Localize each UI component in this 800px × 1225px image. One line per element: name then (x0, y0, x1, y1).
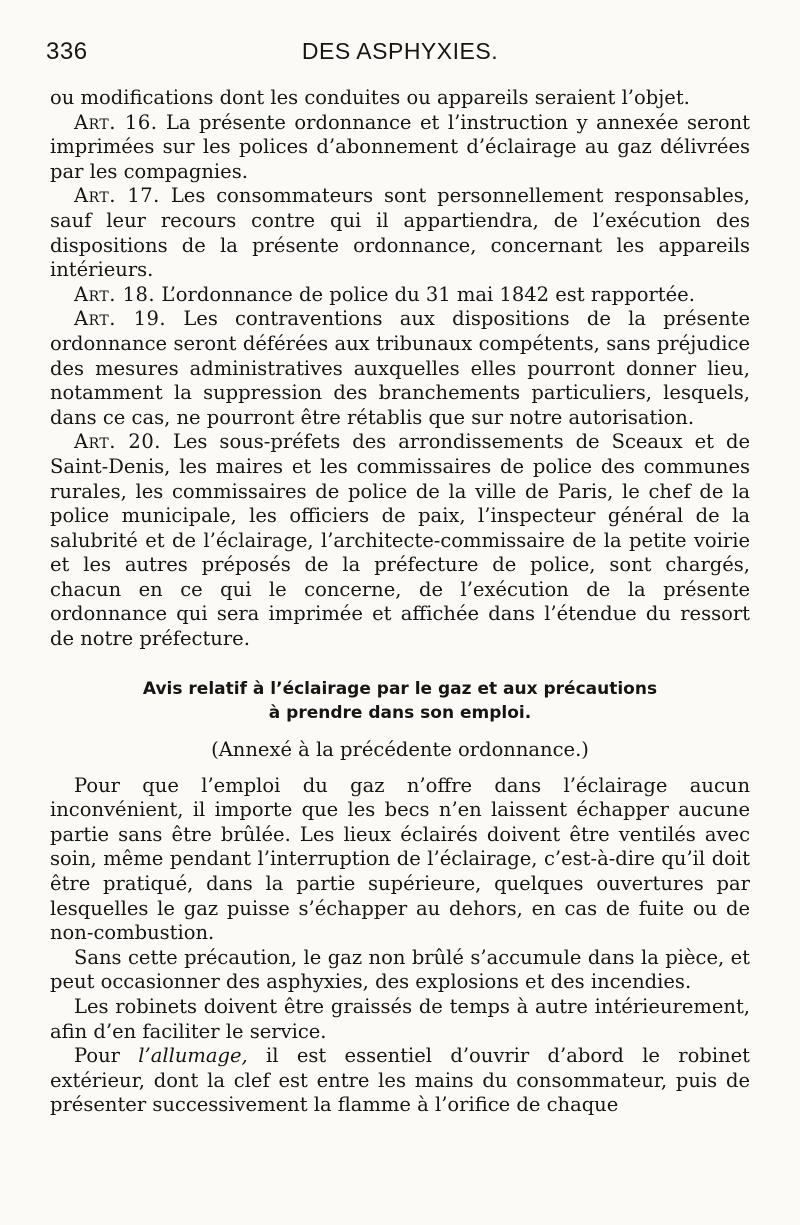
notice-title-line: à prendre dans son emploi. (268, 702, 532, 723)
article-20 (50, 430, 750, 651)
article-label: Art. 18. (74, 282, 156, 306)
article-label: Art. 19. (74, 307, 167, 331)
lead-in-paragraph: ou modifications dont les conduites ou appareils seraient l’objet. (50, 86, 690, 109)
article-17 (50, 184, 750, 282)
article-text: Les contraventions aux dispositions de la présente ordonnance seront déférées aux tribunaux compétents, sans préjudice des mesures administratives auxquelles elles pourront donner lieu, notamment la suppression des branchements particuliers, lesquels, dans ce cas, ne pourront être rétablis que sur notre autorisation. (50, 307, 751, 429)
article-text: Les sous-préfets des arrondissements de Sceaux et de Saint-Denis, les maires et les commissaires de police des communes rurales, les commissaires de police de la ville de Paris, le chef de la police municipale, les officiers de paix, l’inspecteur général de la salubrité et de l’éclairage, l’architecte-commissaire de la petite voirie et les autres préposés de la préfecture de police, sont chargés, chacun en ce qui le concerne, de l’exécution de la présente ordonnance qui sera imprimée et affichée dans l’étendue du ressort de notre préfecture. (50, 430, 750, 651)
article-label: Art. 16. (74, 110, 158, 134)
page-number: 336 (46, 38, 88, 65)
notice-paragraph-1: Pour que l’emploi du gaz n’offre dans l’éclairage aucun inconvénient, il importe que les becs n’en laissent échapper aucune partie sans être brûlée. Les lieux éclairés doivent être ventilés avec soin, même pendant l’interruption de l’éclairage, c’est-à-dire qu’il doit être pratiqué, dans la partie supérieure, quelques ouvertures par lesquelles le gaz puisse s’échapper au dehors, en cas de fuite ou de non-combustion. (50, 773, 750, 945)
page-body (50, 86, 750, 1118)
article-label: Art. 20. (74, 430, 161, 454)
italic-term: l’allumage, (138, 1044, 248, 1068)
article-18 (50, 283, 750, 308)
notice-paragraph-4 (50, 1044, 750, 1118)
notice-title-line: Avis relatif à l’éclairage par le gaz et aux précautions (142, 678, 658, 699)
article-text: Les consommateurs sont personnellement responsables, sauf leur recours contre qui il appartiendra, de l’exécution des dispositions de la présente ordonnance, concernant les appareils intérieurs. (50, 184, 751, 282)
running-header (46, 38, 750, 86)
article-text: La présente ordonnance et l’instruction y annexée seront imprimées sur les polices d’abonnement d’éclairage au gaz délivrées par les compagnies. (50, 110, 751, 183)
article-text: L’ordonnance de police du 31 mai 1842 est rapportée. (161, 282, 695, 306)
paragraph-text: Pour (74, 1044, 120, 1068)
running-title: DES ASPHYXIES. (301, 38, 499, 64)
article-label: Art. 17. (74, 184, 160, 208)
annex-note: (Annexé à la précédente ordonnance.) (211, 737, 589, 761)
notice-title (50, 677, 750, 725)
article-19 (50, 307, 750, 430)
notice-paragraph-2: Sans cette précaution, le gaz non brûlé s’accumule dans la pièce, et peut occasionner des asphyxies, des explosions et des incendies. (50, 945, 750, 994)
notice-paragraph-3: Les robinets doivent être graissés de temps à autre intérieurement, afin d’en faciliter le service. (50, 995, 750, 1043)
paragraph-text: il est essentiel d’ouvrir d’abord le robinet extérieur, dont la clef est entre les mains du consommateur, puis de présenter successivement la flamme à l’orifice de chaque (50, 1044, 751, 1117)
article-16 (50, 111, 750, 185)
